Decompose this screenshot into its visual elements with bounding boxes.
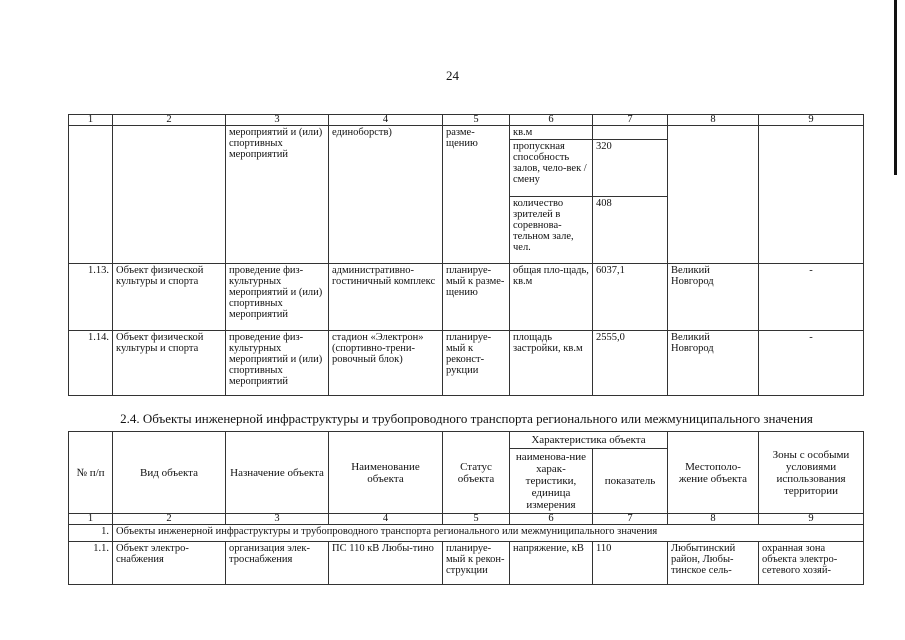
row-name: ПС 110 кВ Любы-тино: [329, 542, 443, 585]
col-num-6: 6: [510, 514, 593, 525]
cont-zones: [759, 126, 864, 264]
cont-value-a: [593, 126, 668, 140]
row-status: планируе-мый к рекон-струкции: [443, 542, 510, 585]
col-num-9: 9: [759, 514, 864, 525]
section-title: 2.4. Объекты инженерной инфраструктуры и трубопроводного транспорта регионального или межмуниципального значения: [120, 411, 813, 426]
col-num-2: 2: [113, 115, 226, 126]
header-purpose: Назначение объекта: [226, 432, 329, 514]
row-num: 1.13.: [69, 264, 113, 331]
header-char-name: наименова-ние харак-теристики, единица измерения: [510, 449, 593, 514]
column-number-row: [69, 115, 864, 126]
header-row: [69, 432, 864, 449]
row-char: площадь застройки, кв.м: [510, 331, 593, 396]
row-num: 1.14.: [69, 331, 113, 396]
cont-num: [69, 126, 113, 264]
col-num-3: 3: [226, 514, 329, 525]
row-num: 1.1.: [69, 542, 113, 585]
page-edge-mark: [894, 0, 897, 175]
header-char-value: показатель: [593, 449, 668, 514]
cont-location: [668, 126, 759, 264]
cont-char-c: количество зрителей в соревнова-тельном зале, чел.: [510, 197, 593, 264]
col-num-7: 7: [593, 514, 668, 525]
group-row: [69, 525, 864, 542]
page-number: 24: [446, 68, 459, 83]
table-row: [69, 542, 864, 585]
col-num-8: 8: [668, 115, 759, 126]
cont-char-a: кв.м: [510, 126, 593, 140]
col-num-5: 5: [443, 514, 510, 525]
header-num: № п/п: [69, 432, 113, 514]
row-location: Великий Новгород: [668, 331, 759, 396]
continued-objects-table: [68, 114, 864, 396]
cont-status: разме-щению: [443, 126, 510, 264]
header-char-group: Характеристика объекта: [510, 432, 668, 449]
header-type: Вид объекта: [113, 432, 226, 514]
row-zones: охранная зона объекта электро-сетевого хозяй-: [759, 542, 864, 585]
cont-purpose: мероприятий и (или) спортивных мероприятий: [226, 126, 329, 264]
col-num-1: 1: [69, 115, 113, 126]
col-num-5: 5: [443, 115, 510, 126]
row-value: 110: [593, 542, 668, 585]
row-location: Любытинский район, Любы-тинское сель-: [668, 542, 759, 585]
row-char: общая пло-щадь, кв.м: [510, 264, 593, 331]
col-num-6: 6: [510, 115, 593, 126]
cont-value-b: 320: [593, 140, 668, 197]
cont-type: [113, 126, 226, 264]
row-name: стадион «Электрон» (спортивно-трени-ровочный блок): [329, 331, 443, 396]
row-value: 6037,1: [593, 264, 668, 331]
col-num-3: 3: [226, 115, 329, 126]
table-row: [69, 331, 864, 396]
row-status: планируе-мый к разме-щению: [443, 264, 510, 331]
col-num-2: 2: [113, 514, 226, 525]
engineering-infrastructure-table: [68, 431, 864, 585]
header-status: Статус объекта: [443, 432, 510, 514]
row-zones: -: [759, 331, 864, 396]
table-row: [69, 126, 864, 140]
header-name: Наименование объекта: [329, 432, 443, 514]
row-location: Великий Новгород: [668, 264, 759, 331]
row-purpose: проведение физ-культурных мероприятий и (или) спортивных мероприятий: [226, 264, 329, 331]
row-status: планируе-мый к реконст-рукции: [443, 331, 510, 396]
col-num-9: 9: [759, 115, 864, 126]
cont-char-b: пропускная способность залов, чело-век / смену: [510, 140, 593, 197]
col-num-1: 1: [69, 514, 113, 525]
group-num: 1.: [69, 525, 113, 542]
row-type: Объект физической культуры и спорта: [113, 264, 226, 331]
col-num-4: 4: [329, 514, 443, 525]
col-num-8: 8: [668, 514, 759, 525]
header-location: Местополо-жение объекта: [668, 432, 759, 514]
cont-name: единоборств): [329, 126, 443, 264]
row-type: Объект физической культуры и спорта: [113, 331, 226, 396]
header-zones: Зоны с особыми условиями использования территории: [759, 432, 864, 514]
row-purpose: проведение физ-культурных мероприятий и (или) спортивных мероприятий: [226, 331, 329, 396]
cont-value-c: 408: [593, 197, 668, 264]
group-title: Объекты инженерной инфраструктуры и трубопроводного транспорта регионального или межмуниципального значения: [113, 525, 864, 542]
row-purpose: организация элек-троснабжения: [226, 542, 329, 585]
col-num-7: 7: [593, 115, 668, 126]
table-row: [69, 264, 864, 331]
row-type: Объект электро-снабжения: [113, 542, 226, 585]
col-num-4: 4: [329, 115, 443, 126]
row-char: напряжение, кВ: [510, 542, 593, 585]
row-name: административно-гостиничный комплекс: [329, 264, 443, 331]
column-number-row: [69, 514, 864, 525]
row-zones: -: [759, 264, 864, 331]
row-value: 2555,0: [593, 331, 668, 396]
